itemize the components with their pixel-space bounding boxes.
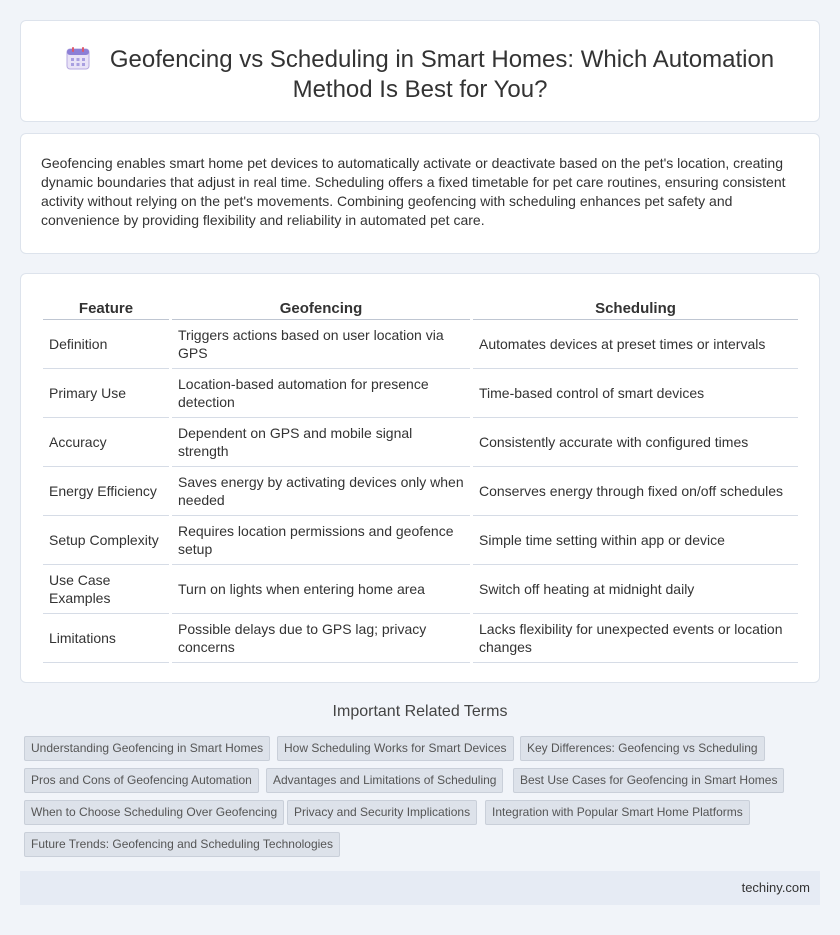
related-tag[interactable]: Privacy and Security Implications — [287, 800, 477, 825]
geofencing-cell: Requires location permissions and geofence setup — [172, 516, 470, 565]
related-tag[interactable]: Future Trends: Geofencing and Scheduling Technologies — [24, 832, 340, 857]
related-tag[interactable]: When to Choose Scheduling Over Geofencing — [24, 800, 284, 825]
feature-cell: Primary Use — [43, 369, 169, 418]
scheduling-cell: Consistently accurate with configured times — [473, 418, 798, 467]
geofencing-cell: Dependent on GPS and mobile signal strength — [172, 418, 470, 467]
table-header-row — [43, 298, 798, 320]
feature-cell: Use Case Examples — [43, 565, 169, 614]
comparison-card — [20, 273, 820, 683]
geofencing-cell: Possible delays due to GPS lag; privacy concerns — [172, 614, 470, 663]
table-row — [43, 565, 798, 614]
page-title: Geofencing vs Scheduling in Smart Homes: Which Automation Method Is Best for You? — [109, 46, 775, 103]
table-row — [43, 320, 798, 369]
table-row — [43, 467, 798, 516]
scheduling-cell: Lacks flexibility for unexpected events or location changes — [473, 614, 798, 663]
feature-cell: Setup Complexity — [43, 516, 169, 565]
scheduling-cell: Time-based control of smart devices — [473, 369, 798, 418]
table-row — [43, 614, 798, 663]
geofencing-cell: Turn on lights when entering home area — [172, 565, 470, 614]
related-tag[interactable]: How Scheduling Works for Smart Devices — [277, 736, 514, 761]
related-tag[interactable]: Understanding Geofencing in Smart Homes — [24, 736, 270, 761]
scheduling-cell: Automates devices at preset times or intervals — [473, 320, 798, 369]
geofencing-cell: Saves energy by activating devices only when needed — [172, 467, 470, 516]
table-row — [43, 369, 798, 418]
related-tag[interactable]: Best Use Cases for Geofencing in Smart Homes — [513, 768, 784, 793]
calendar-icon — [66, 46, 90, 70]
scheduling-cell: Simple time setting within app or device — [473, 516, 798, 565]
related-tag[interactable]: Pros and Cons of Geofencing Automation — [24, 768, 259, 793]
geofencing-cell: Location-based automation for presence detection — [172, 369, 470, 418]
intro-card — [20, 133, 820, 254]
related-tag[interactable]: Key Differences: Geofencing vs Scheduling — [520, 736, 765, 761]
footer-site[interactable]: techiny.com — [741, 880, 810, 895]
related-terms-title: Important Related Terms — [332, 703, 508, 720]
feature-cell: Energy Efficiency — [43, 467, 169, 516]
header-scheduling: Scheduling — [473, 298, 798, 320]
footer — [20, 871, 820, 905]
comparison-table — [43, 298, 798, 663]
feature-cell: Accuracy — [43, 418, 169, 467]
related-tag[interactable]: Integration with Popular Smart Home Platforms — [485, 800, 750, 825]
related-tag[interactable]: Advantages and Limitations of Scheduling — [266, 768, 503, 793]
table-row — [43, 418, 798, 467]
scheduling-cell: Conserves energy through fixed on/off schedules — [473, 467, 798, 516]
table-row — [43, 516, 798, 565]
feature-cell: Limitations — [43, 614, 169, 663]
header-geofencing: Geofencing — [172, 298, 470, 320]
page-title-wrap — [21, 45, 819, 105]
feature-cell: Definition — [43, 320, 169, 369]
geofencing-cell: Triggers actions based on user location via GPS — [172, 320, 470, 369]
header-feature: Feature — [43, 298, 169, 320]
title-card — [20, 20, 820, 122]
scheduling-cell: Switch off heating at midnight daily — [473, 565, 798, 614]
intro-paragraph: Geofencing enables smart home pet devices to automatically activate or deactivate based on the pet's location, creating dynamic boundaries that adjust in real time. Scheduling offers a fixed timetable for pet care routines, ensuring consistent activity without relying on the pet's movements. Combining geofencing with scheduling enhances pet safety and convenience by providing flexibility and reliability in automated pet care. — [41, 155, 786, 228]
